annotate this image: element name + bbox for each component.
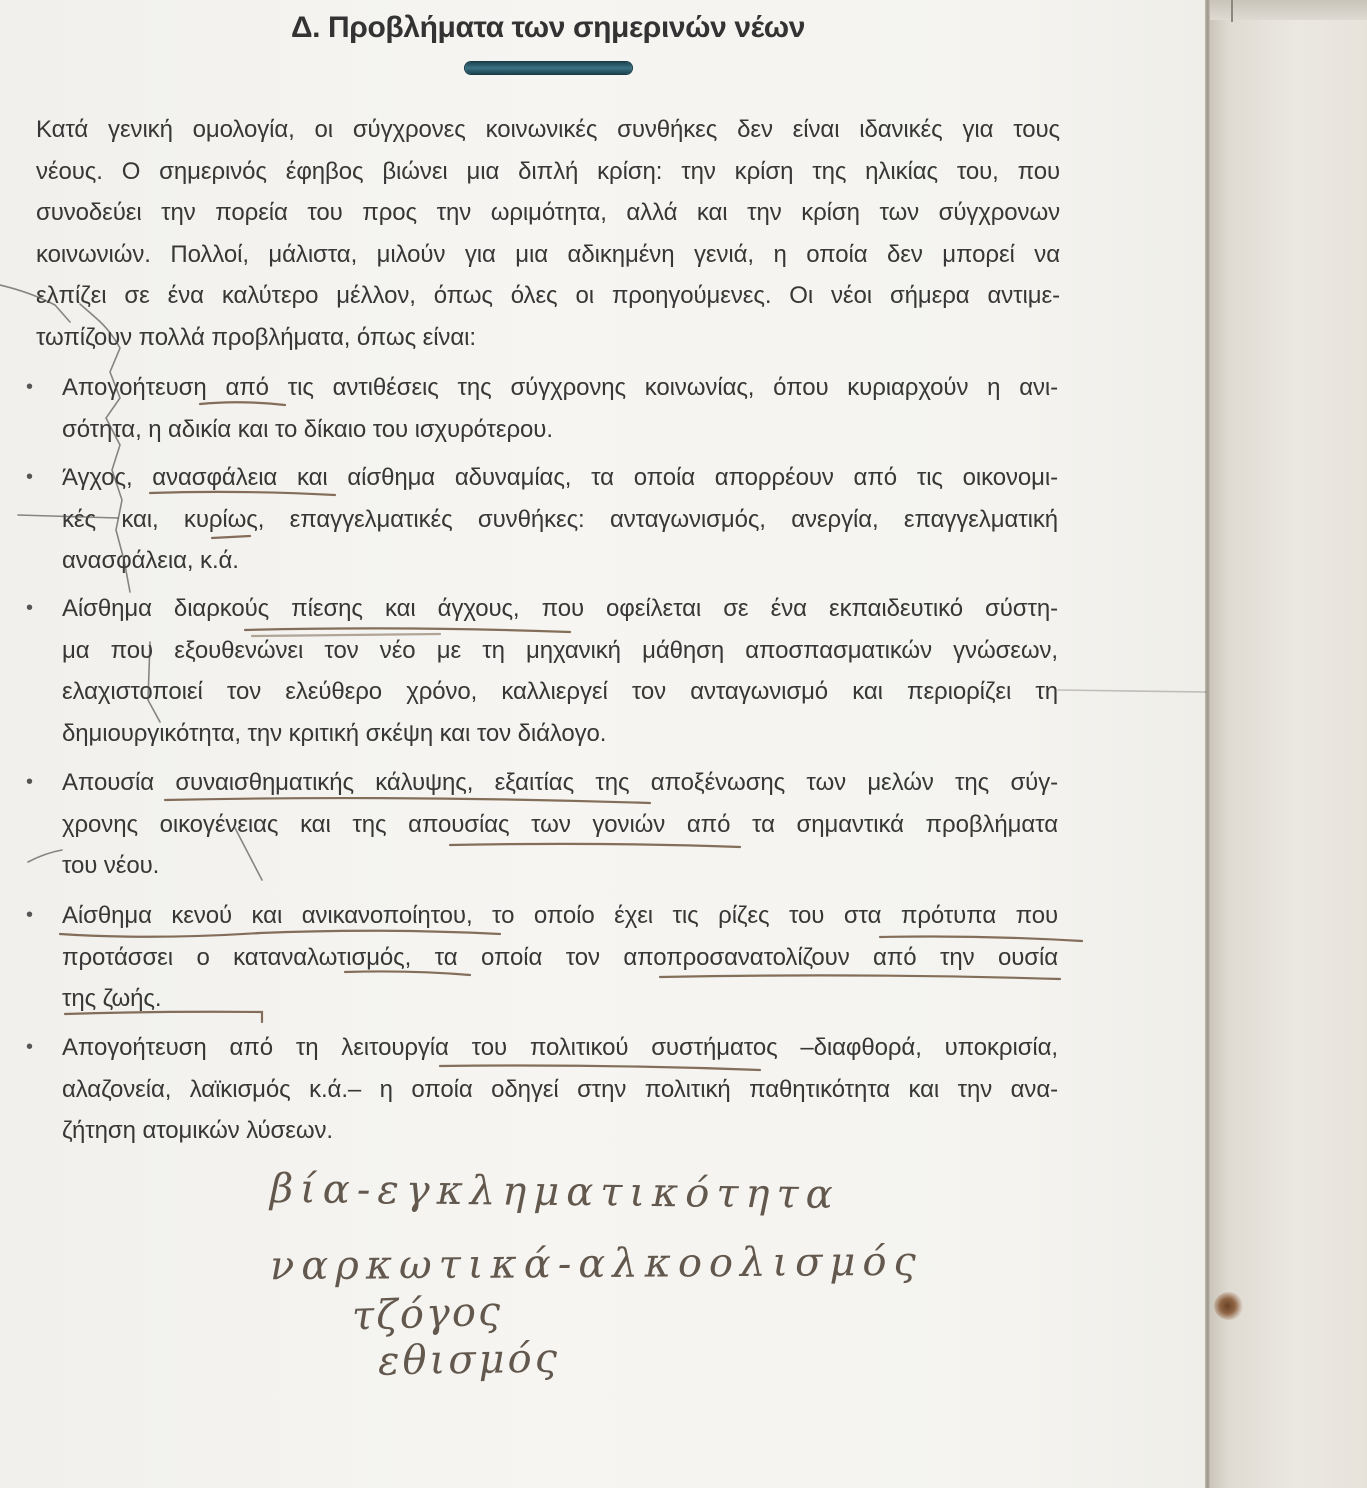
bullet-line: δημιουργικότητα, την κριτική σκέψη και τον διάλογο. <box>62 719 607 747</box>
intro-line: νέους. Ο σημερινός έφηβος βιώνει μια διπλή κρίση: την κρίση της ηλικίας του, που <box>36 157 1060 185</box>
bullet-line: Αίσθημα διαρκούς πίεσης και άγχους, που οφείλεται σε ένα εκπαιδευτικό σύστη- <box>62 595 1058 622</box>
ink-stain <box>1214 1292 1244 1320</box>
bullet-line: χρονης οικογένειας και της απουσίας των γονιών από τα σημαντικά προβλήματα <box>62 810 1058 838</box>
intro-line: τωπίζουν πολλά προβλήματα, όπως είναι: <box>36 323 476 351</box>
intro-line: ελπίζει σε ένα καλύτερο μέλλον, όπως όλες οι προηγούμενες. Οι νέοι σήμερα αντιμε- <box>36 282 1060 309</box>
handwritten-note-line: ναρκωτικά-αλκοολισμός <box>269 1238 923 1290</box>
bullet-marker: • <box>26 466 33 488</box>
bullet-line: ζήτηση ατομικών λύσεων. <box>62 1117 333 1144</box>
bullet-line: ελαχιστοποιεί τον ελεύθερο χρόνο, καλλιεργεί τον ανταγωνισμό και περιορίζει τη <box>62 678 1058 705</box>
bullet-line: Άγχος, ανασφάλεια και αίσθημα αδυναμίας, τα οποία απορρέουν από τις οικονομι- <box>62 464 1058 491</box>
title-accent-bar <box>465 62 632 74</box>
intro-line: Κατά γενική ομολογία, οι σύγχρονες κοινωνικές συνθήκες δεν είναι ιδανικές για τους <box>36 116 1060 143</box>
bullet-item-consumerism-emptiness <box>26 895 1058 1020</box>
bullet-item-political-disappointment <box>26 1027 1058 1152</box>
intro-line: συνοδεύει την πορεία του προς την ωριμότητα, αλλά και την κρίση των σύγχρονων <box>36 199 1060 226</box>
bullet-marker: • <box>26 904 33 926</box>
handwritten-note-line: τζόγος <box>351 1288 504 1340</box>
adjacent-page <box>1210 0 1367 1488</box>
intro-paragraph <box>36 109 1060 358</box>
bullet-line: της ζωής. <box>62 985 162 1012</box>
bullet-line: κές και, κυρίως, επαγγελματικές συνθήκες: ανταγωνισμός, ανεργία, επαγγελματική <box>62 505 1058 533</box>
adjacent-page-edge-line <box>1231 0 1233 22</box>
section-title: Δ. Προβλήματα των σημερινών νέων <box>291 11 805 44</box>
page-edge-shadow <box>1205 0 1210 1488</box>
bullet-line: μα που εξουθενώνει τον νέο με τη μηχανική μάθηση αποσπασματικών γνώσεων, <box>62 636 1058 664</box>
bullet-item-anxiety-insecurity <box>26 457 1058 582</box>
handwritten-note-line: εθισμός <box>377 1335 561 1385</box>
bullet-item-disappointment-society <box>26 367 1058 450</box>
bullet-marker: • <box>26 376 33 398</box>
bullet-line: προτάσσει ο καταναλωτισμός, τα οποία τον αποπροσανατολίζουν από την ουσία <box>62 943 1058 971</box>
bullet-item-education-pressure <box>26 588 1058 754</box>
bullet-line: Απογοήτευση από τη λειτουργία του πολιτικού συστήματος –διαφθορά, υποκρισία, <box>62 1034 1058 1061</box>
bullet-item-emotional-absence <box>26 762 1058 887</box>
bullet-line: αλαζονεία, λαϊκισμός κ.ά.– η οποία οδηγεί στην πολιτική παθητικότητα και την ανα- <box>62 1075 1058 1103</box>
bullet-line: Αίσθημα κενού και ανικανοποίητου, το οποίο έχει τις ρίζες του στα πρότυπα που <box>62 902 1058 929</box>
bullet-line: του νέου. <box>62 852 160 879</box>
bullet-marker: • <box>26 1036 33 1058</box>
bullet-marker: • <box>26 597 33 619</box>
bullet-marker: • <box>26 771 33 793</box>
intro-line: κοινωνιών. Πολλοί, μάλιστα, μιλούν για μια αδικημένη γενιά, η οποία δεν μπορεί να <box>36 240 1060 268</box>
bullet-line: ανασφάλεια, κ.ά. <box>62 547 239 574</box>
adjacent-page-top-shadow <box>1210 0 1367 20</box>
bullet-line: Απουσία συναισθηματικής κάλυψης, εξαιτίας της αποξένωσης των μελών της σύγ- <box>62 769 1058 796</box>
handwritten-note-line: βία-εγκληματικότητα <box>269 1166 840 1218</box>
bullet-line: Απογοήτευση από τις αντιθέσεις της σύγχρονης κοινωνίας, όπου κυριαρχούν η ανι- <box>62 374 1058 401</box>
bullet-line: σότητα, η αδικία και το δίκαιο του ισχυρότερου. <box>62 415 553 443</box>
